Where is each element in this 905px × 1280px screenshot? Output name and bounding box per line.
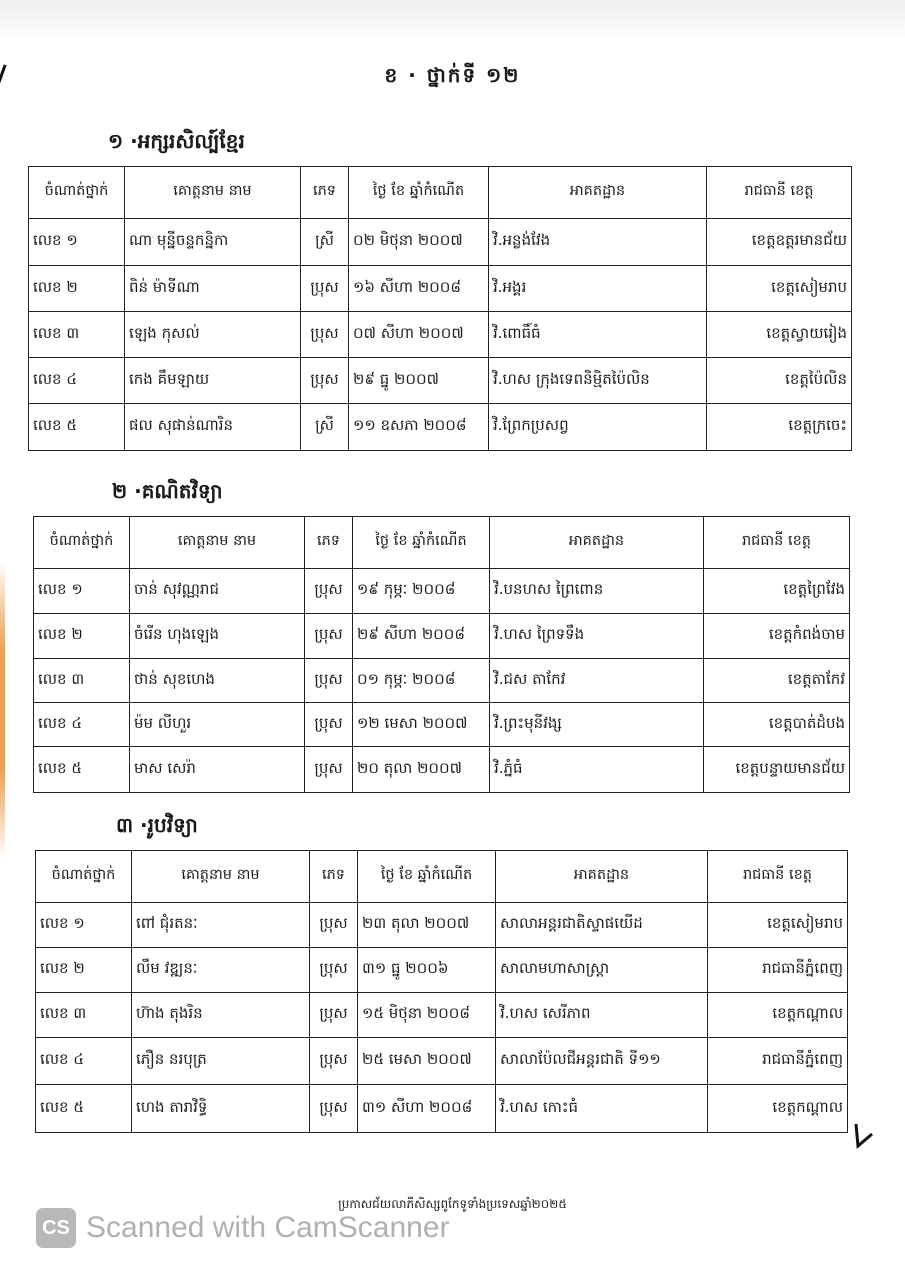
rank-cell: លេខ ៤ [36,1038,132,1085]
name-cell: ពៅ ជុំរតនៈ [132,903,310,948]
table-header-row [29,167,852,219]
column-header-school: អាគតដ្ឋាន [496,851,708,903]
table-row [34,659,850,703]
name-cell: កេង គឹមឡាយ [125,358,301,404]
rank-cell: លេខ ៣ [36,993,132,1038]
birthdate-cell: ១៦ សីហា ២០០៨ [349,266,489,312]
province-cell: ខេត្តសៀមរាប [708,903,848,948]
table-row [36,903,848,948]
province-cell: ខេត្តកណ្ដាល [708,1085,848,1133]
column-header-birthdate: ថ្ងៃ ខែ ឆ្នាំកំណើត [353,517,490,569]
birthdate-cell: ២៩ សីហា ២០០៨ [353,614,490,659]
column-header-school: អាគតដ្ឋាន [490,517,704,569]
birthdate-cell: ២៥ មេសា ២០០៧ [358,1038,496,1085]
column-header-province: រាជធានី ខេត្ត [707,167,852,219]
rank-cell: លេខ ៥ [36,1085,132,1133]
school-cell: វិ.អន្លង់វែង [489,219,707,266]
school-cell: វិ.បនហស ព្រៃពោន [490,569,704,614]
name-cell: ឡេង កុសល់ [125,312,301,358]
birthdate-cell: ៣១ សីហា ២០០៨ [358,1085,496,1133]
sex-cell: ប្រុស [305,659,353,703]
province-cell: ខេត្តស្វាយរៀង [707,312,852,358]
column-header-sex: ភេទ [305,517,353,569]
table-row [36,1085,848,1133]
column-header-sex: ភេទ [310,851,358,903]
column-header-sex: ភេទ [301,167,349,219]
sex-cell: ប្រុស [305,747,353,793]
name-cell: ភឿន នរបុត្រ [132,1038,310,1085]
province-cell: ខេត្តសៀមរាប [707,266,852,312]
rank-cell: លេខ ២ [29,266,125,312]
sex-cell: ប្រុស [305,569,353,614]
sex-cell: ប្រុស [301,358,349,404]
school-cell: វិ.ភ្នំធំ [490,747,704,793]
sex-cell: ប្រុស [310,993,358,1038]
column-header-school: អាគតដ្ឋាន [489,167,707,219]
scan-edge-artifact [0,560,5,860]
school-cell: សាលាអន្តរជាតិស្ទាផយើដ [496,903,708,948]
section-title-physics: ៣ ·រូបវិទ្យា [116,813,198,837]
rank-cell: លេខ ២ [34,614,130,659]
table-header-row [34,517,850,569]
table-row [29,266,852,312]
name-cell: ចាន់ សុវណ្ណរាជ [130,569,305,614]
school-cell: សាលាមហាសាស្ត្រា [496,948,708,993]
birthdate-cell: ២៣ តុលា ២០០៧ [358,903,496,948]
results-table-mathematics [33,516,850,793]
name-cell: មាស សេរ៉ា [130,747,305,793]
results-table-physics [35,850,848,1133]
school-cell: វិ.អង្គរ [489,266,707,312]
school-cell: វិ.ពោធិ៍ធំ [489,312,707,358]
school-cell: វិ.ជស តាកែវ [490,659,704,703]
name-cell: ហ៊ាង តុងរិន [132,993,310,1038]
column-header-province: រាជធានី ខេត្ត [708,851,848,903]
province-cell: ខេត្តក្រចេះ [707,404,852,451]
column-header-name: គោត្តនាម នាម [132,851,310,903]
birthdate-cell: ០១ កុម្ភៈ ២០០៨ [353,659,490,703]
table-row [29,219,852,266]
section-title-khmer-literature: ១ ·អក្សរសិល្ប៍ខ្មែរ [108,129,245,153]
province-cell: ខេត្តប៉ៃលិន [707,358,852,404]
column-header-rank: ចំណាត់ថ្នាក់ [29,167,125,219]
birthdate-cell: ៣១ ធ្នូ ២០០៦ [358,948,496,993]
school-cell: វិ.ហស កោះធំ [496,1085,708,1133]
table-row [29,404,852,451]
table-row [34,703,850,747]
column-header-birthdate: ថ្ងៃ ខែ ឆ្នាំកំណើត [349,167,489,219]
table-row [36,1038,848,1085]
rank-cell: លេខ ១ [34,569,130,614]
rank-cell: លេខ ៣ [34,659,130,703]
table-row [34,569,850,614]
birthdate-cell: ១២ មេសា ២០០៧ [353,703,490,747]
scan-shadow [0,0,905,40]
name-cell: ហេង តារាវិទ្ធិ [132,1085,310,1133]
camscanner-watermark [36,1208,450,1248]
sex-cell: ស្រី [301,219,349,266]
footer-note: ប្រកាសជ័យលាភីសិស្សពូកែទូទាំងប្រទេសឆ្នាំ២០២៥ [338,1197,567,1211]
province-cell: ខេត្តបាត់ដំបង [704,703,850,747]
province-cell: រាជធានីភ្នំពេញ [708,948,848,993]
column-header-rank: ចំណាត់ថ្នាក់ [34,517,130,569]
name-cell: ផល សុផាន់ណារិន [125,404,301,451]
sex-cell: ប្រុស [301,312,349,358]
rank-cell: លេខ ១ [36,903,132,948]
rank-cell: លេខ ៤ [29,358,125,404]
name-cell: ម៉ម លីហួរ [130,703,305,747]
table-row [34,614,850,659]
name-cell: ថាន់ សុខហេង [130,659,305,703]
school-cell: វិ.ហស សេរីភាព [496,993,708,1038]
birthdate-cell: ២៩ ធ្នូ ២០០៧ [349,358,489,404]
school-cell: វិ.ព្រែកប្រសព្វ [489,404,707,451]
birthdate-cell: ១១ ឧសភា ២០០៨ [349,404,489,451]
province-cell: ខេត្តព្រៃវែង [704,569,850,614]
page-header: ខ · ថ្នាក់ទី ១២ [384,63,521,87]
province-cell: រាជធានីភ្នំពេញ [708,1038,848,1085]
table-row [29,358,852,404]
rank-cell: លេខ ១ [29,219,125,266]
table-row [36,993,848,1038]
sex-cell: ប្រុស [305,703,353,747]
sex-cell: ប្រុស [301,266,349,312]
birthdate-cell: ២០ តុលា ២០០៧ [353,747,490,793]
school-cell: វិ.ព្រះមុនីវង្ស [490,703,704,747]
watermark-text: Scanned with CamScanner [86,1211,450,1244]
check-mark-icon [852,1120,876,1150]
name-cell: ណា មុន្នីចន្ទកន្និកា [125,219,301,266]
column-header-province: រាជធានី ខេត្ត [704,517,850,569]
school-cell: សាលាប៉ែលជីអន្តរជាតិ ទី១១ [496,1038,708,1085]
sex-cell: ប្រុស [305,614,353,659]
table-row [29,312,852,358]
sex-cell: ប្រុស [310,1038,358,1085]
school-cell: វិ.ហស ក្រុងទេពនិម្មិតប៉ៃលិន [489,358,707,404]
birthdate-cell: ០២ មិថុនា ២០០៧ [349,219,489,266]
sex-cell: ស្រី [301,404,349,451]
sex-cell: ប្រុស [310,948,358,993]
rank-cell: លេខ ២ [36,948,132,993]
column-header-name: គោត្តនាម នាម [125,167,301,219]
province-cell: ខេត្តកណ្ដាល [708,993,848,1038]
table-row [36,948,848,993]
birthdate-cell: ១៥ មិថុនា ២០០៨ [358,993,496,1038]
province-cell: ខេត្តបន្ទាយមានជ័យ [704,747,850,793]
birthdate-cell: ១៩ កុម្ភៈ ២០០៨ [353,569,490,614]
province-cell: ខេត្តកំពង់ចាម [704,614,850,659]
table-header-row [36,851,848,903]
province-cell: ខេត្តតាកែវ [704,659,850,703]
rank-cell: លេខ ៣ [29,312,125,358]
rank-cell: លេខ ៥ [29,404,125,451]
rank-cell: លេខ ៥ [34,747,130,793]
birthdate-cell: ០៧ សីហា ២០០៧ [349,312,489,358]
name-cell: ពិន់ ម៉ាទីណា [125,266,301,312]
camscanner-logo-icon: CS [36,1208,76,1248]
sex-cell: ប្រុស [310,903,358,948]
column-header-rank: ចំណាត់ថ្នាក់ [36,851,132,903]
rank-cell: លេខ ៤ [34,703,130,747]
column-header-birthdate: ថ្ងៃ ខែ ឆ្នាំកំណើត [358,851,496,903]
name-cell: លឹម វឌ្ឍនៈ [132,948,310,993]
sex-cell: ប្រុស [310,1085,358,1133]
results-table-khmer-literature [28,166,852,451]
province-cell: ខេត្តឧត្តរមានជ័យ [707,219,852,266]
column-header-name: គោត្តនាម នាម [130,517,305,569]
name-cell: ចំរើន ហុងឡេង [130,614,305,659]
section-title-mathematics: ២ ·គណិតវិទ្យា [112,479,223,503]
table-row [34,747,850,793]
school-cell: វិ.ហស ព្រៃទទឹង [490,614,704,659]
